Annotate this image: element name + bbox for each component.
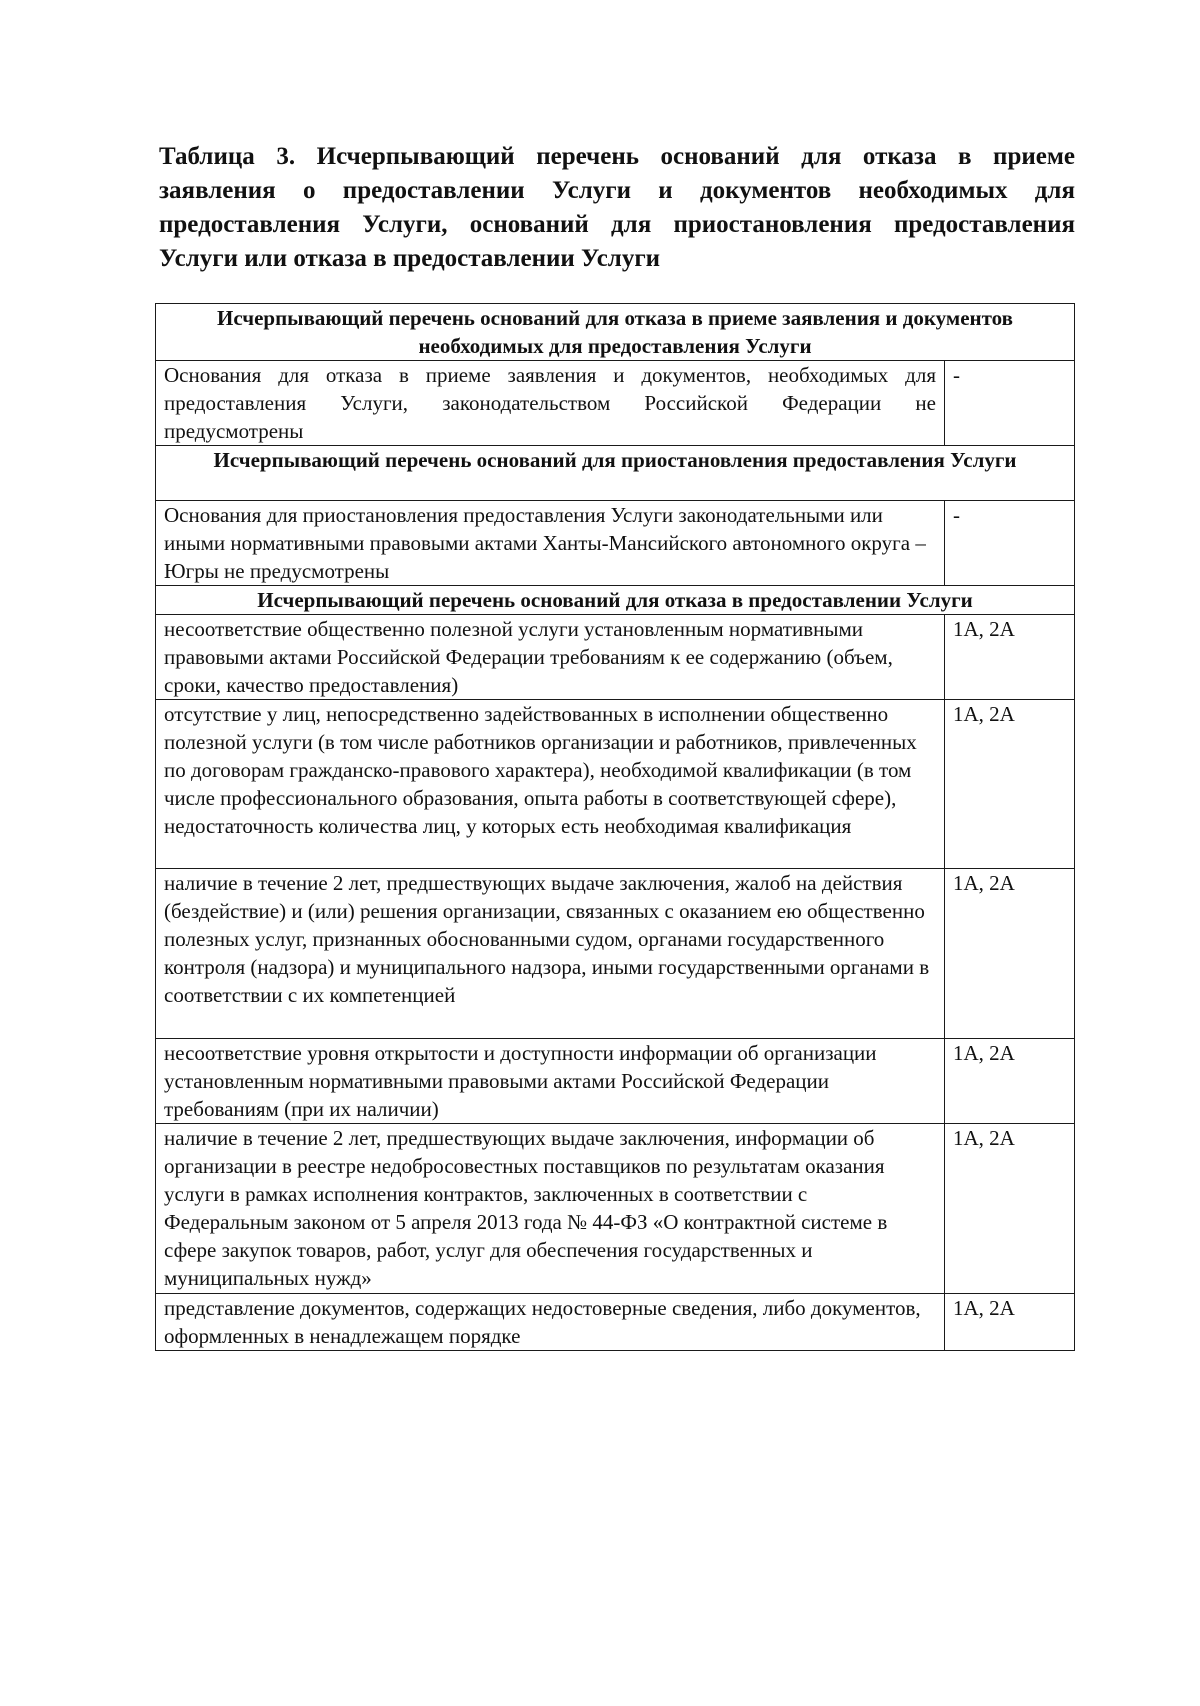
section-header-application-refusal: Исчерпывающий перечень оснований для отказа в приеме заявления и документов необходимых для предоставления Услуги	[156, 304, 1075, 361]
code-cell: 1А, 2А	[945, 700, 1075, 869]
table-row	[156, 361, 1075, 446]
section-header-row	[156, 586, 1075, 615]
section-header-service-refusal: Исчерпывающий перечень оснований для отказа в предоставлении Услуги	[156, 586, 1075, 615]
table-row	[156, 615, 1075, 700]
code-cell: -	[945, 361, 1075, 446]
table-row	[156, 1294, 1075, 1351]
table-row	[156, 1039, 1075, 1124]
table-row	[156, 1124, 1075, 1294]
reason-cell: несоответствие уровня открытости и доступности информации об организации установленным нормативными правовыми актами Российской Федерации требованиям (при их наличии)	[156, 1039, 945, 1124]
code-cell: 1А, 2А	[945, 1294, 1075, 1351]
table-row	[156, 869, 1075, 1039]
code-cell: 1А, 2А	[945, 615, 1075, 700]
refusal-grounds-table	[155, 303, 1075, 1351]
table-row	[156, 700, 1075, 869]
code-cell: 1А, 2А	[945, 1124, 1075, 1294]
code-cell: 1А, 2А	[945, 869, 1075, 1039]
table-title: Таблица 3. Исчерпывающий перечень оснований для отказа в приеме заявления о предоставлении Услуги и документов необходимых для предоставления Услуги, оснований для приостановления предоставления Услуги или отказа в предоставлении Услуги	[159, 143, 1075, 272]
table-row	[156, 501, 1075, 586]
reason-cell: наличие в течение 2 лет, предшествующих выдаче заключения, жалоб на действия (бездействие) и (или) решения организации, связанных с оказанием ею общественно полезных услуг, признанных обоснованными судом, органами государственного контроля (надзора) и муниципального надзора, иными государственными органами в соответствии с их компетенцией	[156, 869, 945, 1039]
reason-cell: наличие в течение 2 лет, предшествующих выдаче заключения, информации об организации в реестре недобросовестных поставщиков по результатам оказания услуги в рамках исполнения контрактов, заключенных в соответствии с Федеральным законом от 5 апреля 2013 года № 44-ФЗ «О контрактной системе в сфере закупок товаров, работ, услуг для обеспечения государственных и муниципальных нужд»	[156, 1124, 945, 1294]
reason-cell: Основания для отказа в приеме заявления и документов, необходимых для предоставления Услуги, законодательством Российской Федерации не предусмотрены	[156, 361, 945, 446]
section-header-row	[156, 304, 1075, 361]
section-header-suspension: Исчерпывающий перечень оснований для приостановления предоставления Услуги	[156, 446, 1075, 501]
reason-cell: несоответствие общественно полезной услуги установленным нормативными правовыми актами Российской Федерации требованиям к ее содержанию (объем, сроки, качество предоставления)	[156, 615, 945, 700]
code-cell: -	[945, 501, 1075, 586]
section-header-row	[156, 446, 1075, 501]
reason-cell: отсутствие у лиц, непосредственно задействованных в исполнении общественно полезной услуги (в том числе работников организации и работников, привлеченных по договорам гражданско-правового характера), необходимой квалификации (в том числе профессионального образования, опыта работы в соответствующей сфере), недостаточность количества лиц, у которых есть необходимая квалификация	[156, 700, 945, 869]
code-cell: 1А, 2А	[945, 1039, 1075, 1124]
reason-cell: представление документов, содержащих недостоверные сведения, либо документов, оформленных в ненадлежащем порядке	[156, 1294, 945, 1351]
reason-cell: Основания для приостановления предоставления Услуги законодательными или иными нормативными правовыми актами Ханты-Мансийского автономного округа – Югры не предусмотрены	[156, 501, 945, 586]
